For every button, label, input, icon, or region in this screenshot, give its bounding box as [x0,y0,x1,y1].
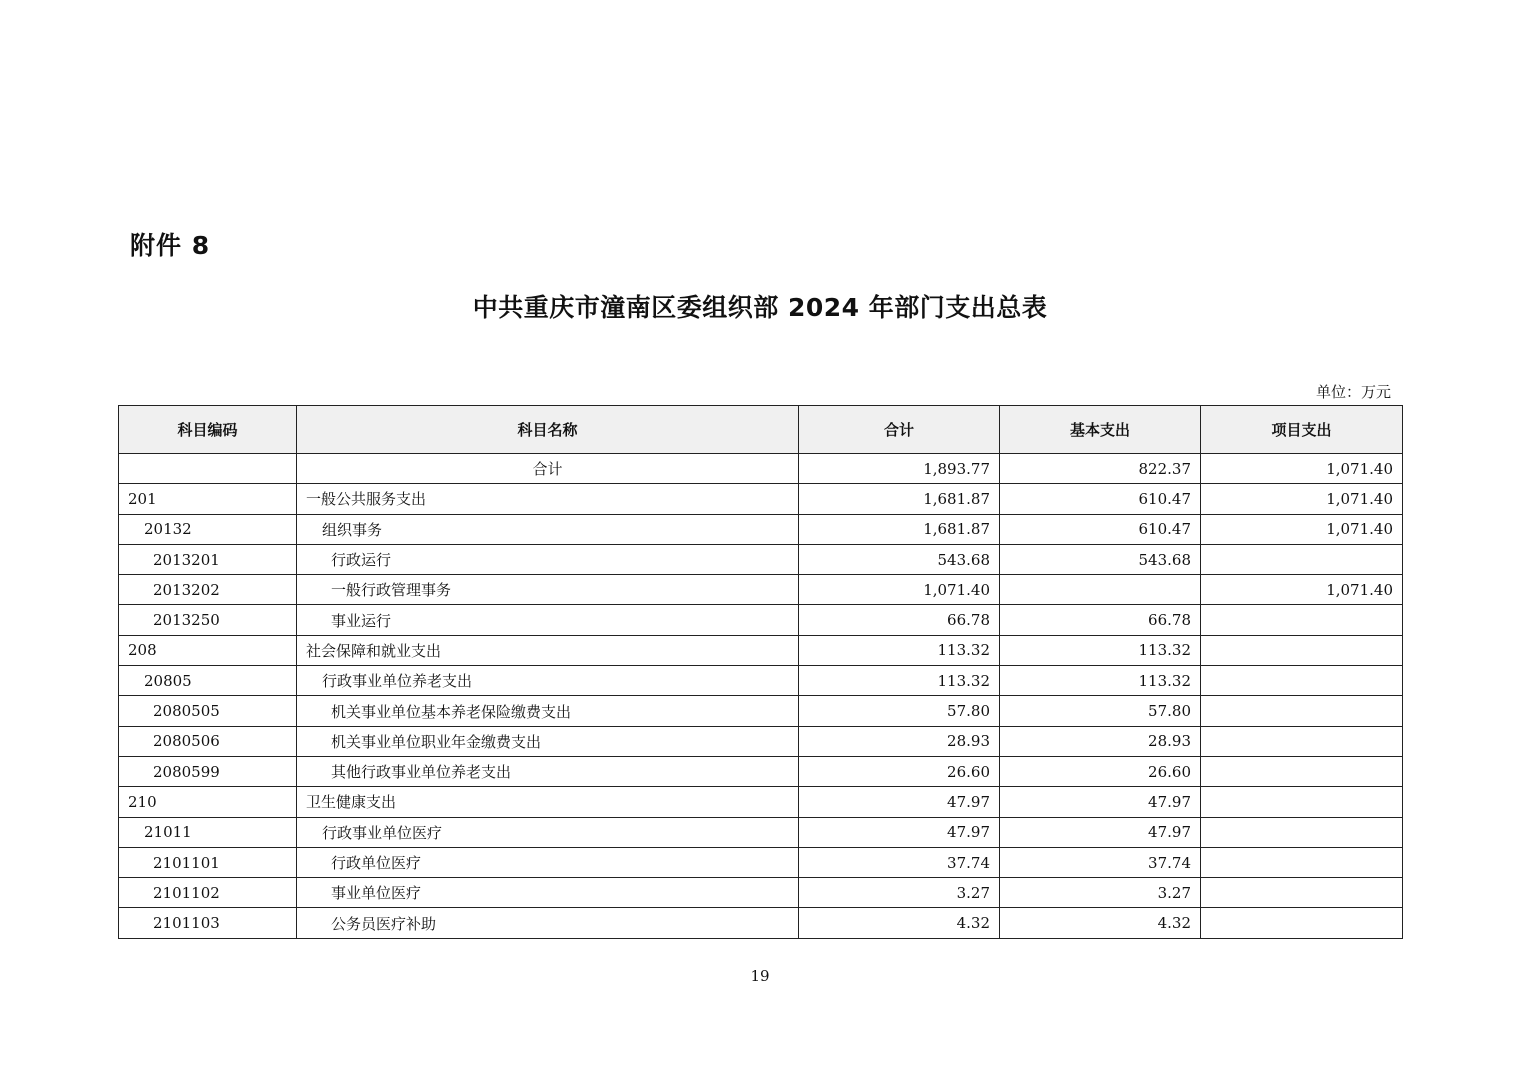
cell-code: 20805 [119,666,297,696]
cell-code: 2101102 [119,878,297,908]
table-header [119,406,1403,454]
cell-project [1201,544,1403,574]
page-number: 19 [750,967,770,985]
cell-basic: 26.60 [1000,756,1201,786]
cell-total: 1,681.87 [799,514,1000,544]
table-row [119,696,1403,726]
table-row [119,484,1403,514]
cell-total: 57.80 [799,696,1000,726]
cell-code: 20132 [119,514,297,544]
cell-total: 1,893.77 [799,454,1000,484]
cell-project [1201,756,1403,786]
cell-basic [1000,575,1201,605]
cell-name: 事业运行 [297,605,799,635]
cell-basic: 610.47 [1000,484,1201,514]
cell-project [1201,666,1403,696]
page-title: 中共重庆市潼南区委组织部 2024 年部门支出总表 [472,293,1048,322]
cell-basic: 47.97 [1000,787,1201,817]
table-row [119,635,1403,665]
cell-basic: 57.80 [1000,696,1201,726]
attachment-label: 附件 8 [130,231,211,260]
header-basic: 基本支出 [1000,406,1201,454]
cell-project: 1,071.40 [1201,575,1403,605]
cell-code: 210 [119,787,297,817]
table-row [119,544,1403,574]
cell-name: 组织事务 [297,514,799,544]
cell-basic: 543.68 [1000,544,1201,574]
table-row [119,847,1403,877]
cell-basic: 47.97 [1000,817,1201,847]
cell-code [119,454,297,484]
cell-name: 机关事业单位基本养老保险缴费支出 [297,696,799,726]
cell-name: 行政事业单位养老支出 [297,666,799,696]
cell-code: 2080506 [119,726,297,756]
cell-name: 行政单位医疗 [297,847,799,877]
cell-basic: 28.93 [1000,726,1201,756]
cell-name: 行政运行 [297,544,799,574]
cell-basic: 3.27 [1000,878,1201,908]
table-row [119,787,1403,817]
table-body [119,454,1403,939]
cell-total: 47.97 [799,787,1000,817]
cell-basic: 113.32 [1000,666,1201,696]
table-row-total [119,454,1403,484]
table-row [119,514,1403,544]
header-name: 科目名称 [297,406,799,454]
cell-code: 2080599 [119,756,297,786]
cell-project [1201,726,1403,756]
cell-total: 28.93 [799,726,1000,756]
cell-name: 社会保障和就业支出 [297,635,799,665]
table-row [119,756,1403,786]
cell-total: 37.74 [799,847,1000,877]
header-code: 科目编码 [119,406,297,454]
cell-basic: 4.32 [1000,908,1201,938]
cell-basic: 113.32 [1000,635,1201,665]
table-row [119,726,1403,756]
cell-total: 26.60 [799,756,1000,786]
cell-name: 卫生健康支出 [297,787,799,817]
cell-total: 4.32 [799,908,1000,938]
cell-code: 2101103 [119,908,297,938]
cell-code: 201 [119,484,297,514]
cell-project [1201,878,1403,908]
cell-total: 1,681.87 [799,484,1000,514]
cell-project [1201,787,1403,817]
cell-total: 1,071.40 [799,575,1000,605]
cell-project: 1,071.40 [1201,484,1403,514]
cell-total: 113.32 [799,666,1000,696]
cell-total: 66.78 [799,605,1000,635]
cell-code: 21011 [119,817,297,847]
table-row [119,605,1403,635]
cell-code: 2013201 [119,544,297,574]
expenditure-table [118,405,1403,939]
cell-name: 公务员医疗补助 [297,908,799,938]
cell-name: 事业单位医疗 [297,878,799,908]
header-total: 合计 [799,406,1000,454]
cell-code: 2101101 [119,847,297,877]
cell-project [1201,605,1403,635]
cell-project [1201,635,1403,665]
cell-total: 543.68 [799,544,1000,574]
cell-basic: 66.78 [1000,605,1201,635]
header-project: 项目支出 [1201,406,1403,454]
cell-total: 47.97 [799,817,1000,847]
cell-project [1201,696,1403,726]
cell-name: 一般公共服务支出 [297,484,799,514]
cell-project [1201,817,1403,847]
cell-name: 合计 [297,454,799,484]
unit-label: 单位：万元 [1315,383,1391,401]
cell-project [1201,908,1403,938]
table-row [119,575,1403,605]
cell-code: 2013202 [119,575,297,605]
cell-project: 1,071.40 [1201,454,1403,484]
table-row [119,908,1403,938]
cell-project: 1,071.40 [1201,514,1403,544]
cell-project [1201,847,1403,877]
cell-code: 2013250 [119,605,297,635]
cell-name: 机关事业单位职业年金缴费支出 [297,726,799,756]
cell-name: 其他行政事业单位养老支出 [297,756,799,786]
cell-basic: 37.74 [1000,847,1201,877]
cell-basic: 822.37 [1000,454,1201,484]
header-row [119,406,1403,454]
table-row [119,666,1403,696]
table-row [119,817,1403,847]
table-row [119,878,1403,908]
cell-code: 2080505 [119,696,297,726]
cell-name: 一般行政管理事务 [297,575,799,605]
cell-code: 208 [119,635,297,665]
cell-total: 113.32 [799,635,1000,665]
cell-name: 行政事业单位医疗 [297,817,799,847]
cell-basic: 610.47 [1000,514,1201,544]
cell-total: 3.27 [799,878,1000,908]
